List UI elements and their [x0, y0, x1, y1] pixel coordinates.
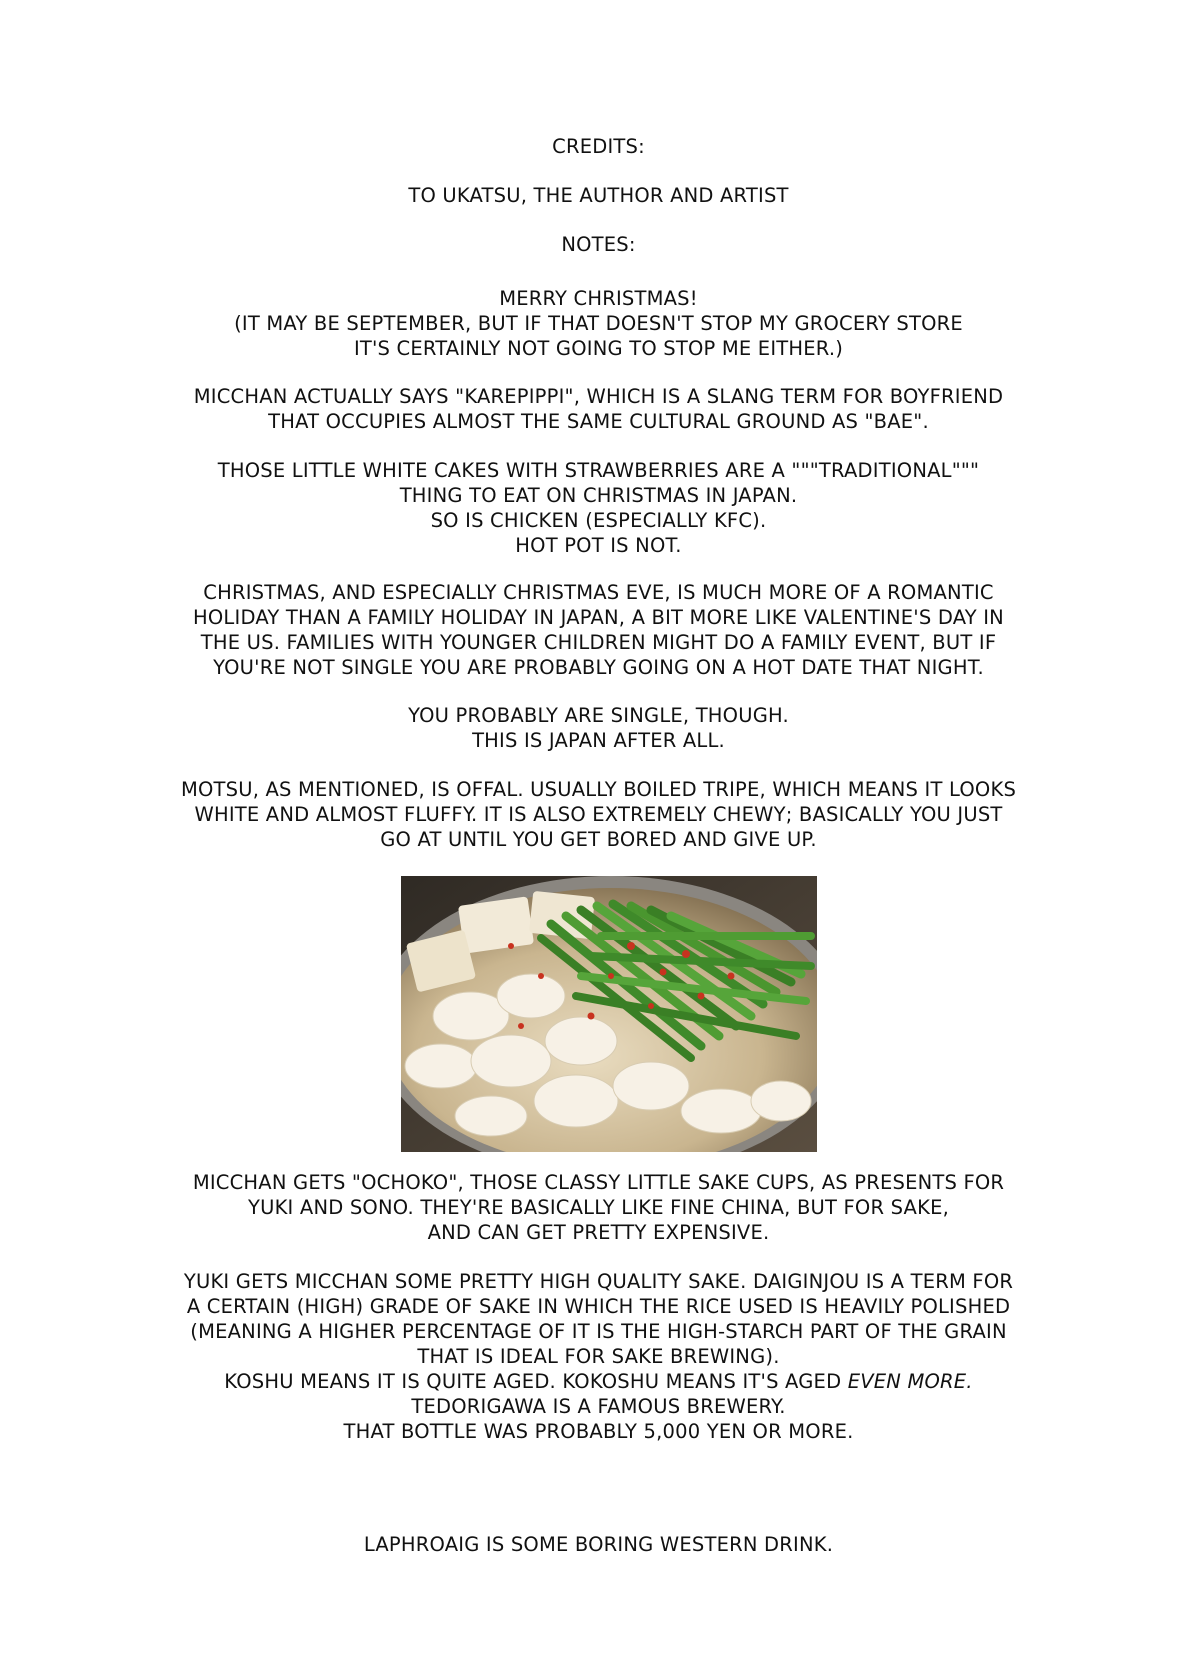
paragraph-line: YOU PROBABLY ARE SINGLE, THOUGH. — [408, 704, 789, 727]
paragraph-line: HOLIDAY THAN A FAMILY HOLIDAY IN JAPAN, A BIT MORE LIKE VALENTINE'S DAY IN — [193, 606, 1004, 629]
paragraph-line: MERRY CHRISTMAS! — [499, 287, 698, 310]
paragraph-line-koshu — [0, 1369, 1197, 1394]
credits-heading — [0, 134, 1197, 159]
notes-heading — [0, 232, 1197, 257]
paragraph-line: IT'S CERTAINLY NOT GOING TO STOP ME EITHER.) — [353, 337, 844, 360]
paragraph-line: (MEANING A HIGHER PERCENTAGE OF IT IS THE HIGH-STARCH PART OF THE GRAIN — [190, 1320, 1007, 1343]
paragraph-holiday — [0, 580, 1197, 680]
paragraph-single — [0, 703, 1197, 753]
paragraph-line: MICCHAN GETS "OCHOKO", THOSE CLASSY LITTLE SAKE CUPS, AS PRESENTS FOR — [192, 1171, 1005, 1194]
paragraph-christmas — [0, 286, 1197, 361]
paragraph-line: THAT BOTTLE WAS PROBABLY 5,000 YEN OR MORE. — [343, 1420, 854, 1443]
paragraph-line: (IT MAY BE SEPTEMBER, BUT IF THAT DOESN'T STOP MY GROCERY STORE — [234, 312, 963, 335]
paragraph-cakes — [0, 458, 1197, 558]
paragraph-line: CHRISTMAS, AND ESPECIALLY CHRISTMAS EVE, IS MUCH MORE OF A ROMANTIC — [203, 581, 994, 604]
paragraph-line: A CERTAIN (HIGH) GRADE OF SAKE IN WHICH THE RICE USED IS HEAVILY POLISHED — [186, 1295, 1011, 1318]
credits-line-text: TO UKATSU, THE AUTHOR AND ARTIST — [408, 184, 789, 207]
paragraph-line: MOTSU, AS MENTIONED, IS OFFAL. USUALLY BOILED TRIPE, WHICH MEANS IT LOOKS — [180, 778, 1017, 801]
paragraph-laphroaig — [0, 1532, 1197, 1557]
notes-heading-text: NOTES: — [561, 233, 636, 256]
motsu-hot-pot-photo — [401, 876, 817, 1152]
koshu-text: KOSHU MEANS IT IS QUITE AGED. KOKOSHU MEANS IT'S AGED — [224, 1370, 848, 1393]
paragraph-ochoko — [0, 1170, 1197, 1245]
credits-line — [0, 183, 1197, 208]
paragraph-line: GO AT UNTIL YOU GET BORED AND GIVE UP. — [380, 828, 817, 851]
paragraph-line: YOU'RE NOT SINGLE YOU ARE PROBABLY GOING ON A HOT DATE THAT NIGHT. — [213, 656, 984, 679]
paragraph-line: THIS IS JAPAN AFTER ALL. — [472, 729, 725, 752]
paragraph-line: TEDORIGAWA IS A FAMOUS BREWERY. — [411, 1395, 786, 1418]
paragraph-sake — [0, 1269, 1197, 1444]
paragraph-line: MICCHAN ACTUALLY SAYS "KAREPIPPI", WHICH IS A SLANG TERM FOR BOYFRIEND — [193, 385, 1004, 408]
paragraph-line: THING TO EAT ON CHRISTMAS IN JAPAN. — [399, 484, 798, 507]
paragraph-motsu — [0, 777, 1197, 852]
paragraph-karepippi — [0, 384, 1197, 434]
paragraph-line: AND CAN GET PRETTY EXPENSIVE. — [427, 1221, 770, 1244]
paragraph-line: THOSE LITTLE WHITE CAKES WITH STRAWBERRIES ARE A """TRADITIONAL""" — [217, 459, 980, 482]
even-more-emphasis: EVEN MORE. — [847, 1370, 973, 1393]
paragraph-line: YUKI GETS MICCHAN SOME PRETTY HIGH QUALITY SAKE. DAIGINJOU IS A TERM FOR — [183, 1270, 1014, 1293]
paragraph-line: HOT POT IS NOT. — [515, 534, 682, 557]
paragraph-line: SO IS CHICKEN (ESPECIALLY KFC). — [430, 509, 767, 532]
paragraph-line: THE US. FAMILIES WITH YOUNGER CHILDREN MIGHT DO A FAMILY EVENT, BUT IF — [200, 631, 997, 654]
credits-heading-text: CREDITS: — [552, 135, 645, 158]
paragraph-line: LAPHROAIG IS SOME BORING WESTERN DRINK. — [363, 1533, 834, 1556]
paragraph-line: THAT IS IDEAL FOR SAKE BREWING). — [417, 1345, 780, 1368]
paragraph-line: YUKI AND SONO. THEY'RE BASICALLY LIKE FINE CHINA, BUT FOR SAKE, — [247, 1196, 950, 1219]
paragraph-line: WHITE AND ALMOST FLUFFY. IT IS ALSO EXTREMELY CHEWY; BASICALLY YOU JUST — [194, 803, 1003, 826]
paragraph-line: THAT OCCUPIES ALMOST THE SAME CULTURAL GROUND AS "BAE". — [268, 410, 929, 433]
